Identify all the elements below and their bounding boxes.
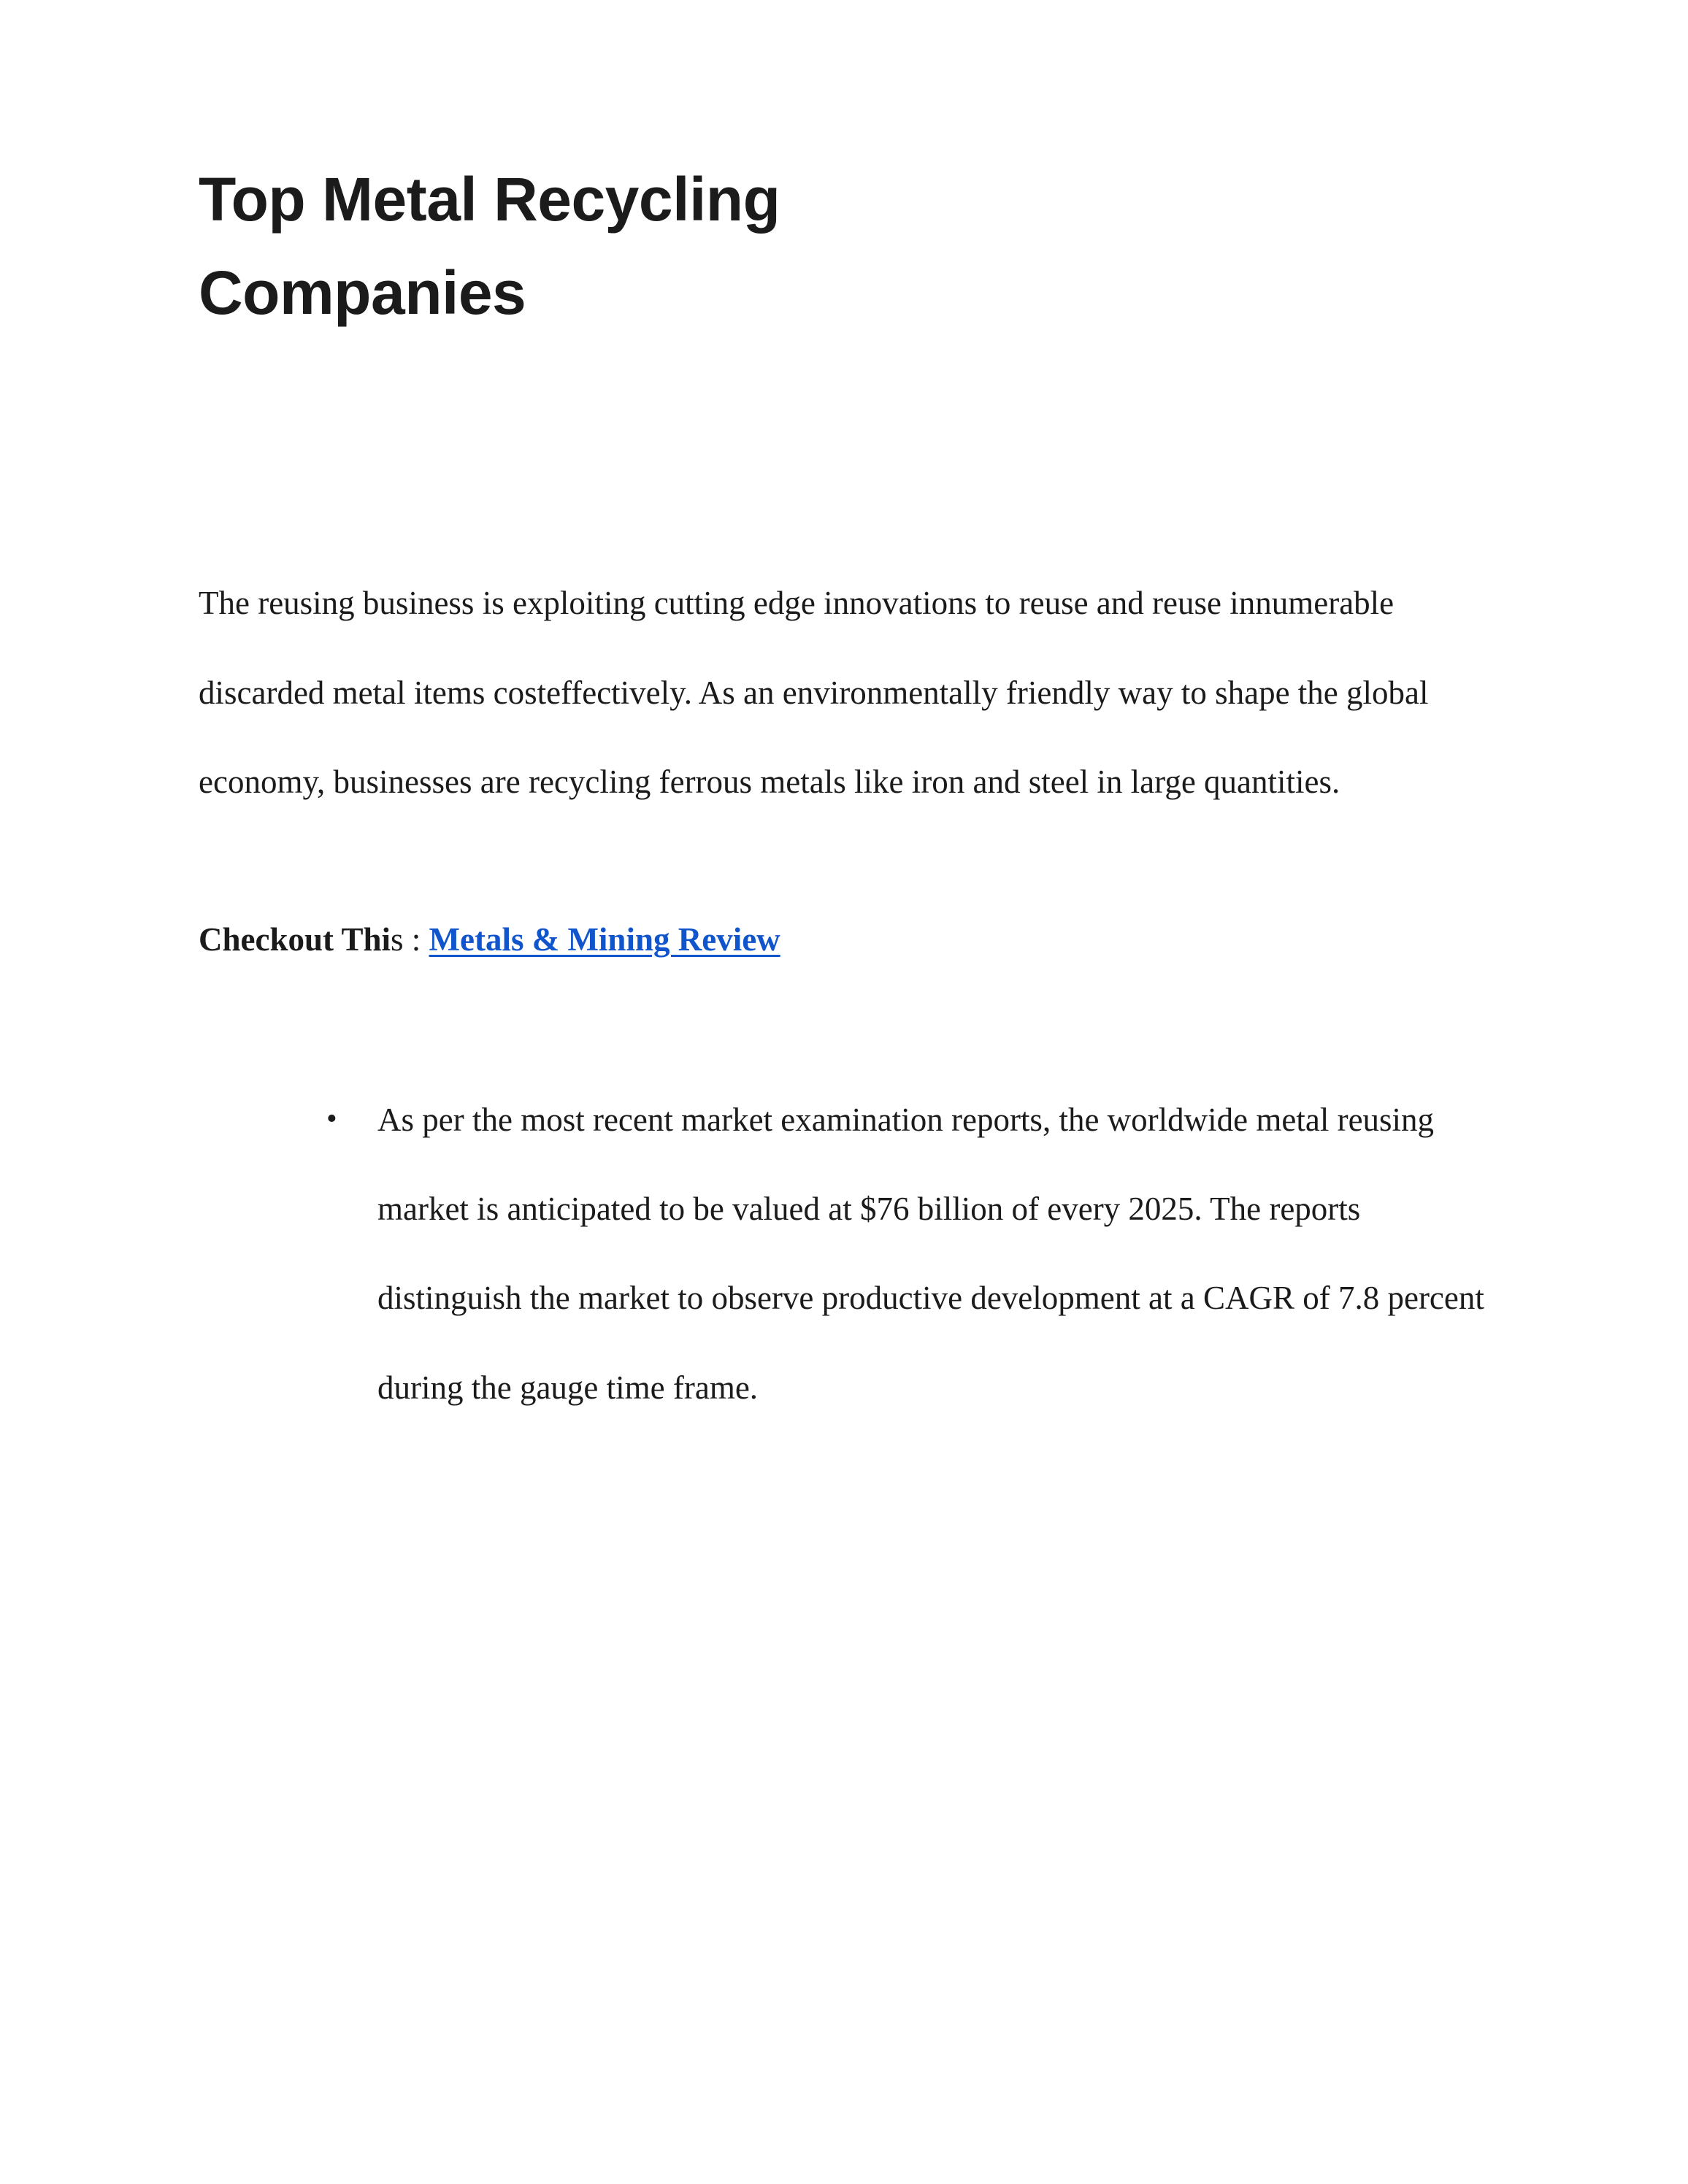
checkout-line (199, 913, 1491, 966)
title-spacer (199, 339, 1491, 558)
list-item: • As per the most recent market examination reports, the worldwide metal reusing market is anticipated to be valued at $76 billion of every 2025. The reports distinguish the market to observe productive development at a CAGR of 7.8 percent during the gauge time frame. (326, 1075, 1491, 1433)
intro-paragraph: The reusing business is exploiting cutting edge innovations to reuse and reuse innumerable discarded metal items costeffectively. As an environmentally friendly way to shape the global economy, businesses are recycling ferrous metals like iron and steel in large quantities. (199, 585, 1429, 801)
paragraph-spacer (199, 827, 1491, 913)
checkout-label-rest: s : (391, 920, 429, 958)
page-title: Top Metal Recycling Companies (199, 165, 780, 327)
bullet-list (199, 1075, 1491, 1433)
list-spacer (199, 966, 1491, 1075)
metals-mining-review-link[interactable]: Metals & Mining Review (429, 920, 780, 958)
checkout-label-bold: Checkout Thi (199, 920, 391, 958)
